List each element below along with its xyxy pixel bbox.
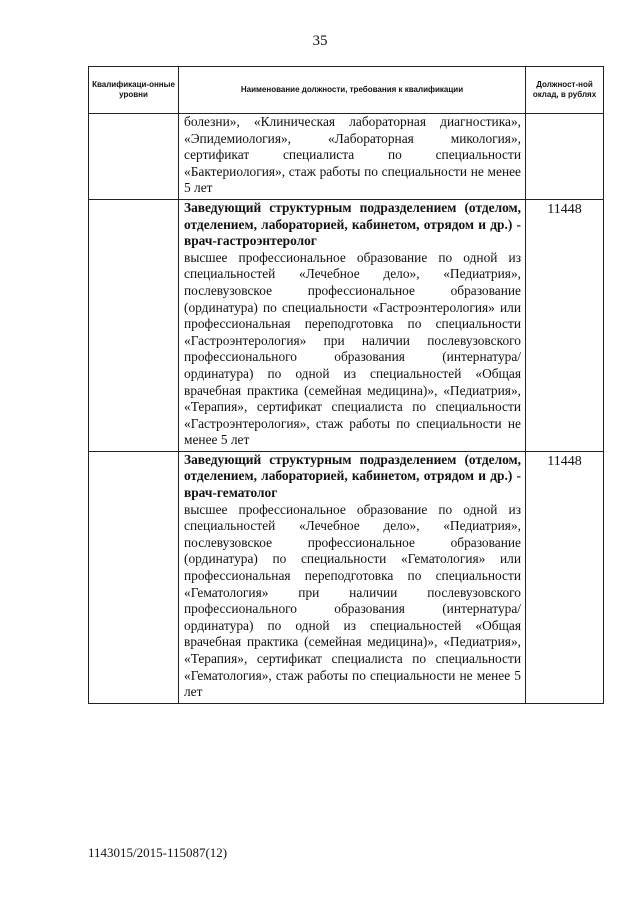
level-cell xyxy=(89,451,179,703)
header-salary: Должност-ной оклад, в рублях xyxy=(526,67,604,114)
header-position-requirements: Наименование должности, требования к квалификации xyxy=(179,67,526,114)
level-cell xyxy=(89,199,179,451)
level-cell xyxy=(89,114,179,200)
position-requirements: высшее профессиональное образование по одной из специальностей «Лечебное дело», «Педиатрия», послевузовское профессиональное образование (ординатура) по специальности «Гастроэнтерология» или профессиональная переподготовка по специальности «Гастроэнтерология» при наличии послевузовского профессионального образования (интернатура/ординатура) по одной из специальностей «Общая врачебная практика (семейная медицина)», «Педиатрия», «Терапия», сертификат специалиста по специальности «Гастроэнтерология», стаж работы по специальности не менее 5 лет xyxy=(184,249,521,448)
position-requirements: болезни», «Клиническая лабораторная диагностика», «Эпидемиология», «Лабораторная микология», сертификат специалиста по специальности «Бактериология», стаж работы по специальности не менее 5 лет xyxy=(184,114,521,196)
document-number: 1143015/2015-115087(12) xyxy=(88,845,228,860)
header-qualification-levels: Квалификаци-онные уровни xyxy=(89,67,179,114)
page-number: 35 xyxy=(312,33,328,49)
table-row xyxy=(89,199,604,451)
table-header-row xyxy=(89,67,604,114)
position-title: Заведующий структурным подразделением (отделом, отделением, лабораторией, кабинетом, отрядом и др.) - врач-гастроэнтеролог xyxy=(184,199,521,249)
table-row xyxy=(89,114,604,200)
salary-cell xyxy=(526,114,604,200)
position-title: Заведующий структурным подразделением (отделом, отделением, лабораторией, кабинетом, отрядом и др.) - врач-гематолог xyxy=(184,451,521,501)
requirements-cell xyxy=(179,199,526,451)
salary-cell: 11448 xyxy=(526,199,604,451)
requirements-cell xyxy=(179,451,526,703)
table-row xyxy=(89,451,604,703)
position-requirements: высшее профессиональное образование по одной из специальностей «Лечебное дело», «Педиатрия», послевузовское профессиональное образование (ординатура) по специальности «Гематология» или профессиональная переподготовка по специальности «Гематология» при наличии послевузовского профессионального образования (интернатура/ординатура) по одной из специальностей «Общая врачебная практика (семейная медицина)», «Педиатрия», «Терапия», сертификат специалиста по специальности «Гематология», стаж работы по специальности не менее 5 лет xyxy=(184,501,521,700)
qualification-table xyxy=(88,66,604,704)
salary-cell: 11448 xyxy=(526,451,604,703)
requirements-cell xyxy=(179,114,526,200)
